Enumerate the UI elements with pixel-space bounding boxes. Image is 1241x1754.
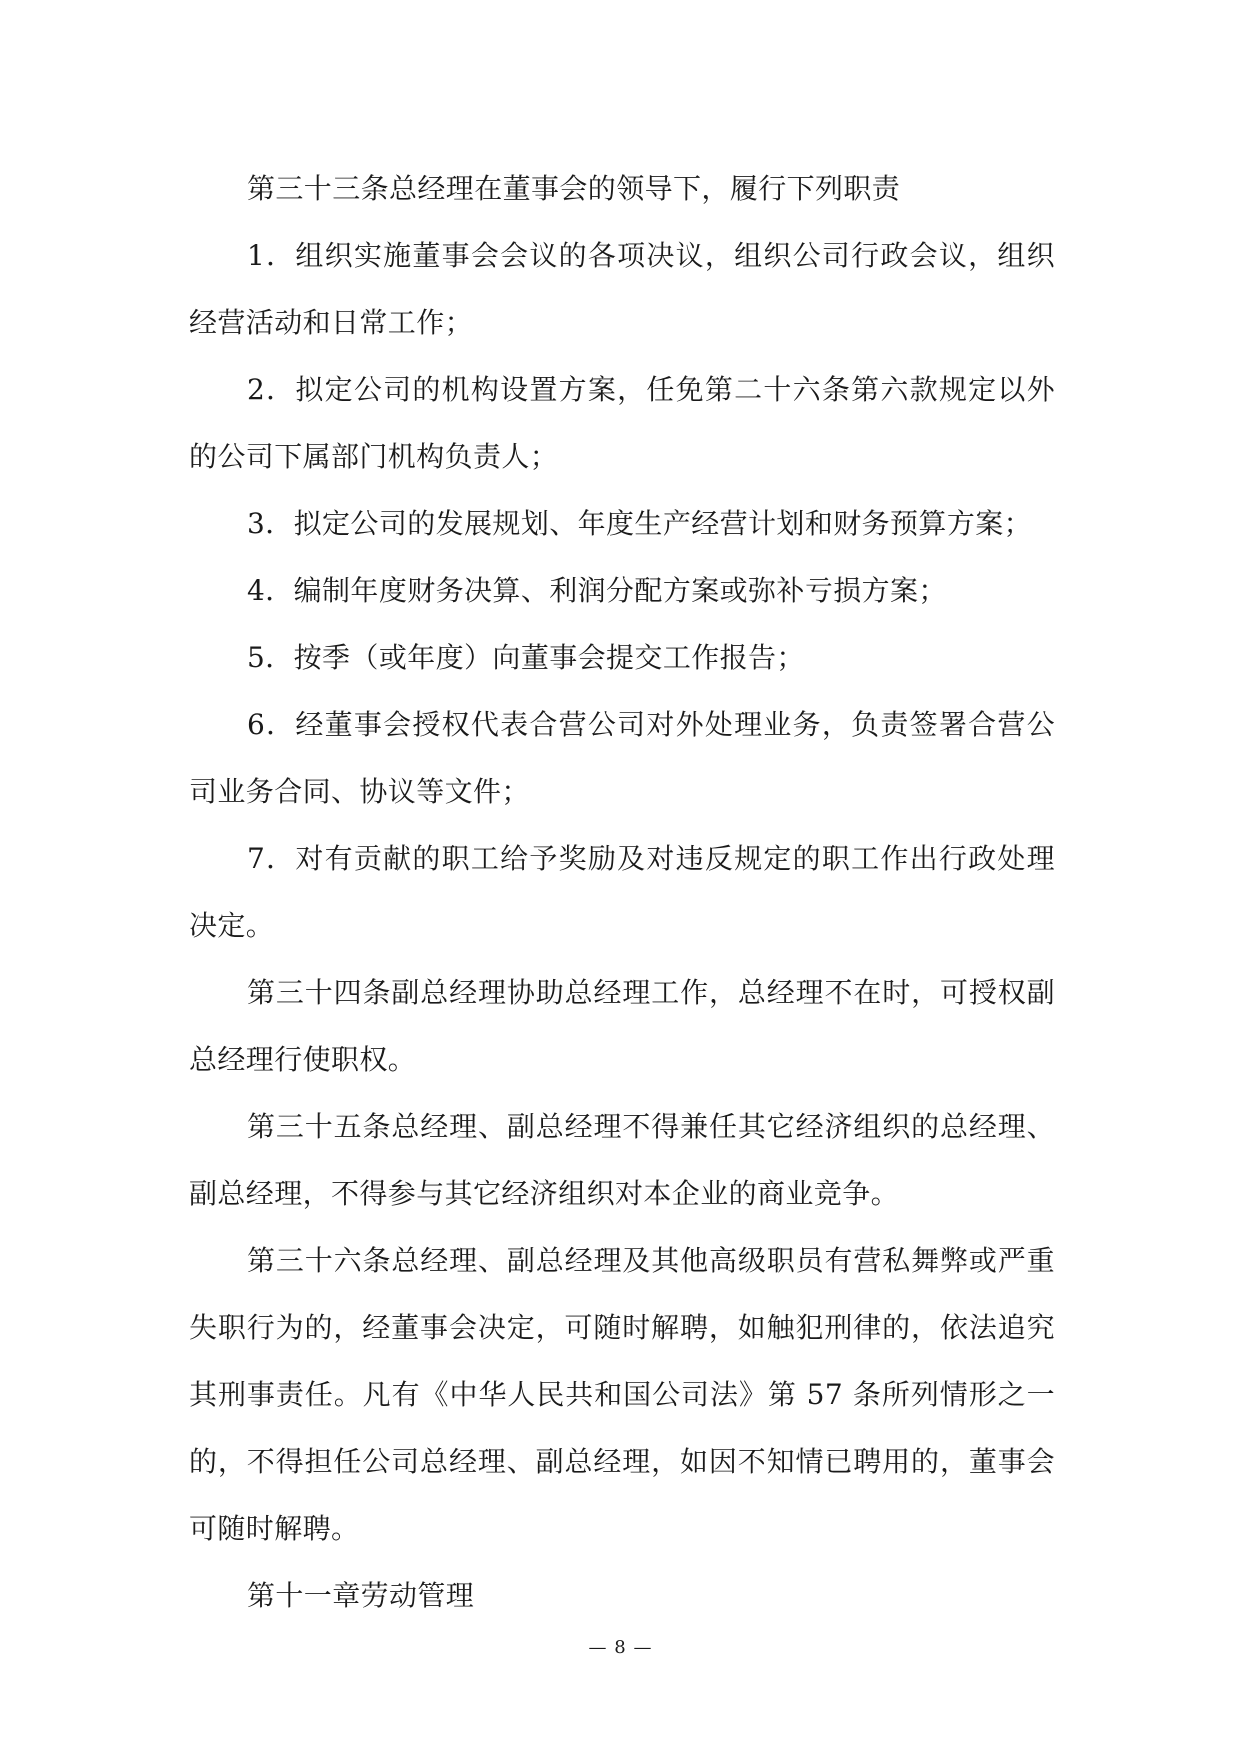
article-36: 第三十六条总经理、副总经理及其他高级职员有营私舞弊或严重失职行为的，经董事会决定，可随时解聘，如触犯刑律的，依法追究其刑事责任。凡有《中华人民共和国公司法》第 57 条所列情形之一的，不得担任公司总经理、副总经理，如因不知情已聘用的，董事会可随时解聘。 [189,1244,1055,1545]
article-35: 第三十五条总经理、副总经理不得兼任其它经济组织的总经理、副总经理，不得参与其它经济组织对本企业的商业竞争。 [189,1110,1055,1210]
duty-item-3: 3．拟定公司的发展规划、年度生产经营计划和财务预算方案； [247,507,1033,540]
article-34: 第三十四条副总经理协助总经理工作，总经理不在时，可授权副总经理行使职权。 [189,976,1055,1076]
duty-item-4: 4．编制年度财务决算、利润分配方案或弥补亏损方案； [247,574,947,607]
duty-item-1: 1．组织实施董事会会议的各项决议，组织公司行政会议，组织经营活动和日常工作； [189,239,1055,339]
chapter-11-heading: 第十一章劳动管理 [247,1579,475,1612]
duty-item-2: 2．拟定公司的机构设置方案，任免第二十六条第六款规定以外的公司下属部门机构负责人； [189,373,1055,473]
page-number: — 8 — [588,1637,653,1658]
duty-item-6: 6．经董事会授权代表合营公司对外处理业务，负责签署合营公司业务合同、协议等文件； [189,708,1055,808]
article-33-heading: 第三十三条总经理在董事会的领导下，履行下列职责 [247,172,901,205]
duty-item-7: 7．对有贡献的职工给予奖励及对违反规定的职工作出行政处理决定。 [189,842,1055,942]
duty-item-5: 5．按季（或年度）向董事会提交工作报告； [247,641,805,674]
document-body [189,155,1055,1629]
